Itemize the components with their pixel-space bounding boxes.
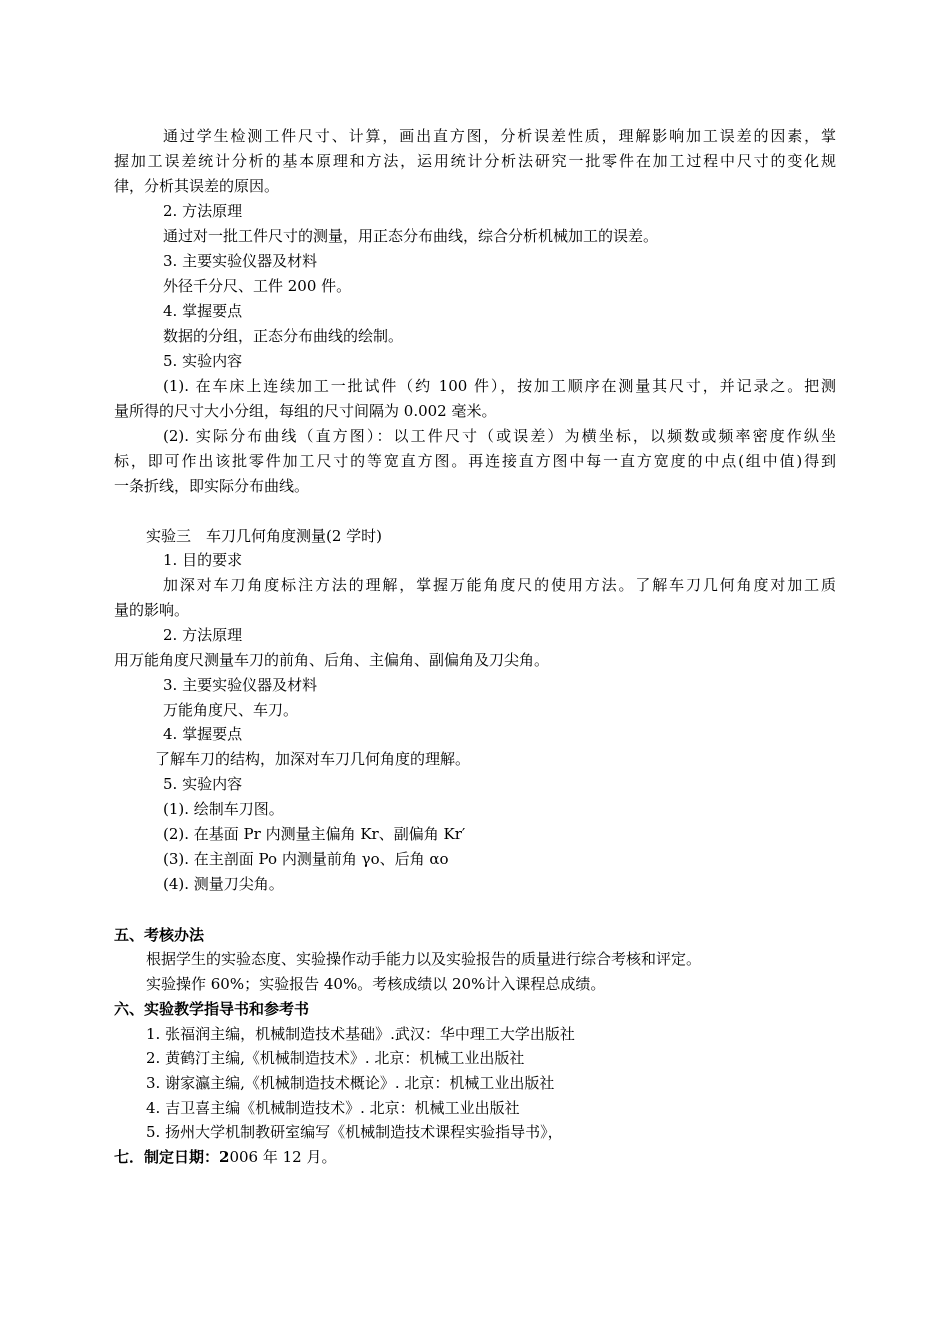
section-7-date: 006 年 12 月。 bbox=[229, 1148, 337, 1166]
exp3-content-item: (4). 测量刀尖角。 bbox=[163, 875, 284, 893]
exp2-content-item-2-line-1: (2). 实际分布曲线（直方图）：以工件尺寸（或误差）为横坐标，以频数或频率密度作纵坐 bbox=[163, 427, 836, 445]
exp3-content-item: (2). 在基面 Pr 内测量主偏角 Kr、副偏角 Kr′ bbox=[163, 825, 466, 843]
exp2-content-item-2-line-2: 标，即可作出该批零件加工尺寸的等宽直方图。再连接直方图中每一直方宽度的中点(组中值)得到 bbox=[114, 452, 836, 470]
exp3-purpose-line-1: 加深对车刀角度标注方法的理解，掌握万能角度尺的使用方法。了解车刀几何角度对加工质 bbox=[163, 576, 836, 594]
section-7-line bbox=[114, 1147, 336, 1167]
section-5-heading: 五、考核办法 bbox=[114, 926, 205, 944]
exp2-content-heading: 5. 实验内容 bbox=[163, 352, 243, 370]
exp3-content-heading: 5. 实验内容 bbox=[163, 775, 243, 793]
exp3-method-heading: 2. 方法原理 bbox=[163, 626, 243, 644]
exp2-purpose-line-1: 通过学生检测工件尺寸、计算，画出直方图，分析误差性质，理解影响加工误差的因素，掌 bbox=[163, 127, 836, 145]
exp2-content-item-2-line-3: 一条折线，即实际分布曲线。 bbox=[114, 477, 310, 495]
reference-item: 1. 张福润主编，机械制造技术基础》.武汉：华中理工大学出版社 bbox=[146, 1025, 575, 1043]
exp2-content-item-1-line-1: (1). 在车床上连续加工一批试件（约 100 件），按加工顺序在测量其尺寸，并记录之。把测 bbox=[163, 377, 836, 395]
exp3-keypoints-text: 了解车刀的结构，加深对车刀几何角度的理解。 bbox=[155, 750, 471, 768]
exp2-purpose-line-2: 握加工误差统计分析的基本原理和方法，运用统计分析法研究一批零件在加工过程中尺寸的变化规 bbox=[114, 152, 836, 170]
reference-item: 3. 谢家瀛主编,《机械制造技术概论》. 北京：机械工业出版社 bbox=[146, 1074, 555, 1092]
exp2-purpose-line-3: 律，分析其误差的原因。 bbox=[114, 177, 280, 195]
reference-item: 5. 扬州大学机制教研室编写《机械制造技术课程实验指导书》， bbox=[146, 1123, 563, 1141]
exp2-method-text: 通过对一批工件尺寸的测量，用正态分布曲线，综合分析机械加工的误差。 bbox=[163, 227, 659, 245]
exp3-instruments-heading: 3. 主要实验仪器及材料 bbox=[163, 676, 318, 694]
exp3-instruments-text: 万能角度尺、车刀。 bbox=[163, 701, 299, 719]
exp3-title: 实验三 车刀几何角度测量(2 学时) bbox=[146, 527, 383, 545]
exp3-purpose-heading: 1. 目的要求 bbox=[163, 551, 243, 569]
section-5-text-1: 根据学生的实验态度、实验操作动手能力以及实验报告的质量进行综合考核和评定。 bbox=[146, 950, 702, 968]
section-7-heading: 七．制定日期： bbox=[114, 1148, 220, 1166]
exp2-instruments-heading: 3. 主要实验仪器及材料 bbox=[163, 252, 318, 270]
exp3-content-item: (1). 绘制车刀图。 bbox=[163, 800, 284, 818]
exp2-content-item-1-line-2: 量所得的尺寸大小分组，每组的尺寸间隔为 0.002 毫米。 bbox=[114, 402, 497, 420]
exp3-keypoints-heading: 4. 掌握要点 bbox=[163, 725, 243, 743]
section-6-heading: 六、实验教学指导书和参考书 bbox=[114, 1000, 310, 1018]
exp2-instruments-text: 外径千分尺、工件 200 件。 bbox=[163, 277, 352, 295]
exp3-content-item: (3). 在主剖面 Po 内测量前角 γo、后角 αo bbox=[163, 850, 449, 868]
exp2-keypoints-text: 数据的分组，正态分布曲线的绘制。 bbox=[163, 327, 404, 345]
exp2-keypoints-heading: 4. 掌握要点 bbox=[163, 302, 243, 320]
section-7-date-prefix: 2 bbox=[219, 1148, 230, 1166]
exp3-purpose-line-2: 量的影响。 bbox=[114, 601, 190, 619]
exp2-method-heading: 2. 方法原理 bbox=[163, 202, 243, 220]
section-5-text-2: 实验操作 60%；实验报告 40%。考核成绩以 20%计入课程总成绩。 bbox=[146, 975, 606, 993]
reference-item: 2. 黄鹤汀主编,《机械制造技术》. 北京：机械工业出版社 bbox=[146, 1049, 525, 1067]
exp3-method-text: 用万能角度尺测量车刀的前角、后角、主偏角、副偏角及刀尖角。 bbox=[114, 651, 550, 669]
reference-item: 4. 吉卫喜主编《机械制造技术》. 北京：机械工业出版社 bbox=[146, 1099, 520, 1117]
